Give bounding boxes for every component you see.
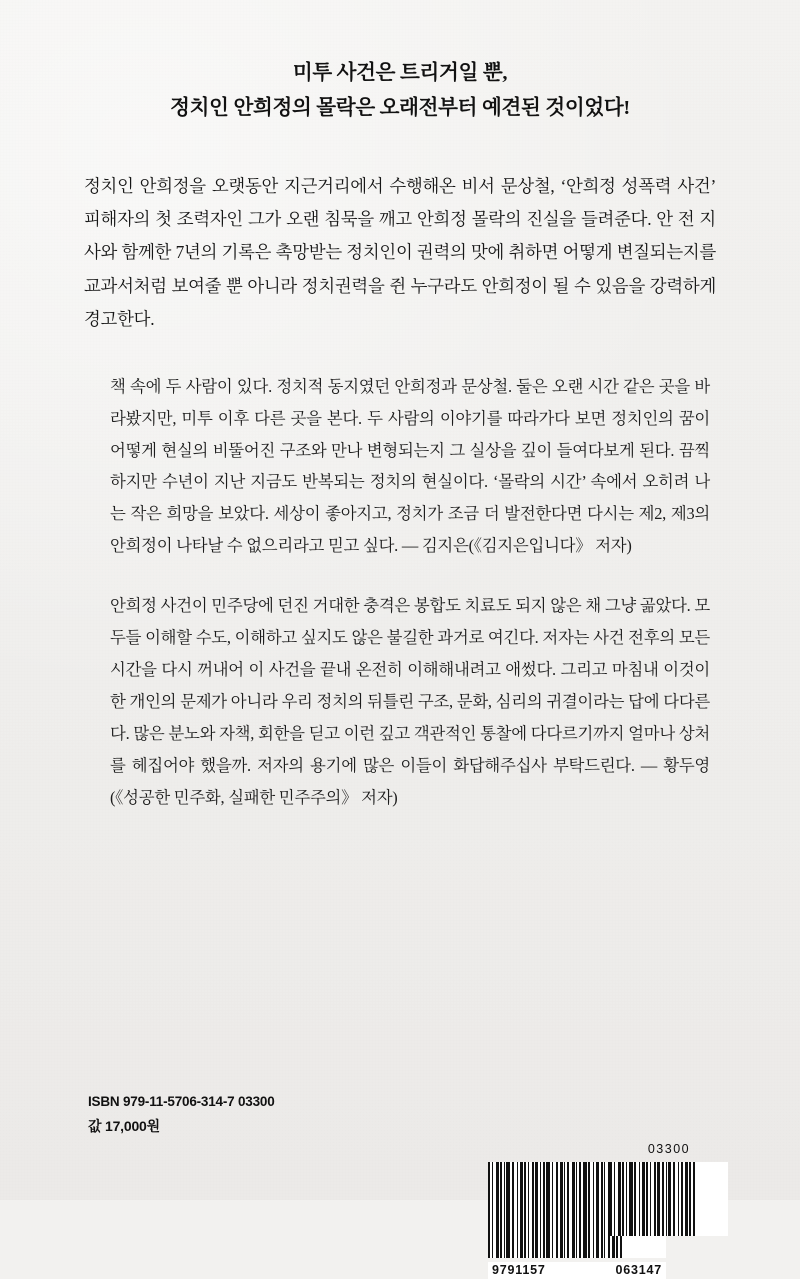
isbn-block: [88, 1090, 275, 1138]
barcode-supplement: [610, 1162, 728, 1236]
blurb-item: 책 속에 두 사람이 있다. 정치적 동지였던 안희정과 문상철. 둘은 오랜 시간 같은 곳을 바라봤지만, 미투 이후 다른 곳을 본다. 두 사람의 이야기를 따라가다 보면 정치인의 꿈이 어떻게 현실의 비뚤어진 구조와 만나 변형되는지 그 실상을 깊이 들여다보게 된다. 끔찍하지만 수년이 지난 지금도 반복되는 정치의 현실이다. ‘몰락의 시간’ 속에서 오히려 나는 작은 희망을 보았다. 세상이 좋아지고, 정치가 조금 더 발전한다면 다시는 제2, 제3의 안희정이 나타날 수 없으리라고 믿고 싶다. — 김지은(《김지은입니다》 저자): [110, 376, 710, 556]
barcode-supplement-bars: [610, 1162, 728, 1236]
headline-line-2: 정치인 안희정의 몰락은 오래전부터 예견된 것이었다!: [170, 97, 630, 120]
barcode-digits-left: 9791157: [492, 1263, 546, 1277]
barcode-supplement-code: 03300: [647, 1142, 691, 1156]
cover-content: [0, 56, 800, 814]
isbn-text: ISBN 979-11-5706-314-7 03300: [88, 1093, 275, 1109]
blurb-list: [84, 371, 716, 815]
lede-paragraph: 정치인 안희정을 오랫동안 지근거리에서 수행해온 비서 문상철, ‘안희정 성폭력 사건’ 피해자의 첫 조력자인 그가 오랜 침묵을 깨고 안희정 몰락의 진실을 들려준다. 안 전 지사와 함께한 7년의 기록은 촉망받는 정치인이 권력의 맛에 취하면 어떻게 변질되는지를 교과서처럼 보여줄 뿐 아니라 정치권력을 쥔 누구라도 안희정이 될 수 있음을 강력하게 경고한다.: [84, 175, 716, 330]
headline-line-1: 미투 사건은 트리거일 뿐,: [292, 62, 508, 84]
blurb-item: 안희정 사건이 민주당에 던진 거대한 충격은 봉합도 치료도 되지 않은 채 그냥 곪았다. 모두들 이해할 수도, 이해하고 싶지도 않은 불길한 과거로 여긴다. 저자는 사건 전후의 모든 시간을 다시 꺼내어 이 사건을 끝내 온전히 이해해내려고 애썼다. 그리고 마침내 이것이 한 개인의 문제가 아니라 우리 정치의 뒤틀린 구조, 문화, 심리의 귀결이라는 답에 다다른다. 많은 분노와 자책, 회한을 딛고 이런 깊고 객관적인 통찰에 다다르기까지 얼마나 상처를 헤집어야 했을까. 저자의 용기에 많은 이들이 화답해주십사 부탁드린다. — 황두영(《성공한 민주화, 실패한 민주주의》 저자): [110, 596, 710, 808]
barcode-digits-right: 063147: [615, 1263, 662, 1277]
barcode-digits: [488, 1262, 666, 1279]
price-text: 값 17,000원: [88, 1117, 160, 1134]
cover-footer: [0, 960, 800, 1277]
headline: [84, 56, 716, 127]
